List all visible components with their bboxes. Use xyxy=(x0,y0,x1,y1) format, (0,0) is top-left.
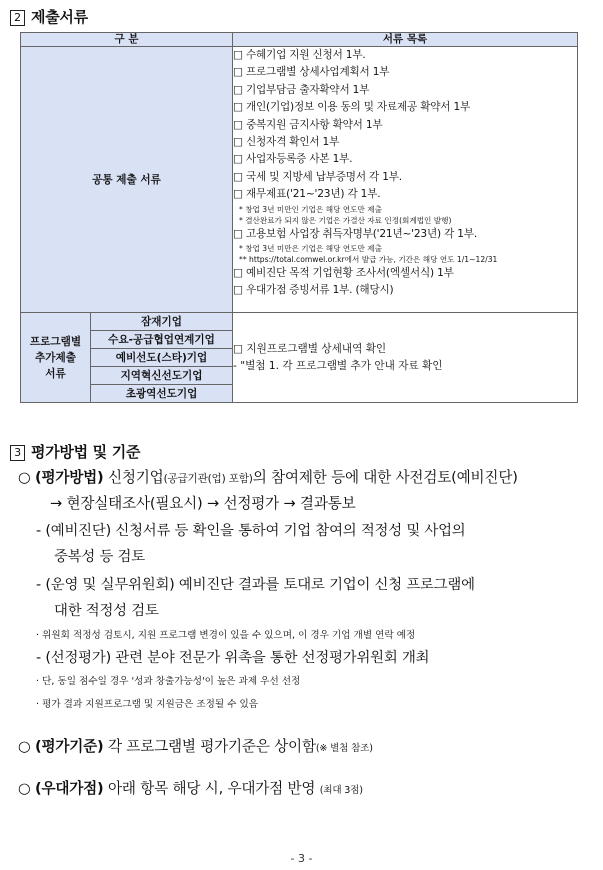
section-title-documents xyxy=(10,6,88,27)
subgroup-pre-leading: 예비선도(스타)기업 xyxy=(91,349,233,367)
common-documents-list xyxy=(233,47,578,313)
eval-method-label: (평가방법) xyxy=(35,469,104,486)
tie-note: · 단, 동일 점수일 경우 '성과 창출가능성'이 높은 과제 우선 선정 xyxy=(36,676,301,687)
document-item: □ 고용보험 사업장 취득자명부('21년~'23년) 각 1부. xyxy=(233,227,478,240)
document-item: □ 개인(기업)정보 이용 동의 및 자료제공 확약서 1부 xyxy=(233,101,471,114)
header-category: 구 분 xyxy=(21,33,233,47)
documents-table xyxy=(20,32,578,403)
committee-line: - (운영 및 실무위원회) 예비진단 결과를 토대로 기업이 신청 프로그램에 xyxy=(36,577,475,593)
section-number-box: 3 xyxy=(10,445,25,461)
document-item: □ 프로그램별 상세사업계획서 1부 xyxy=(233,66,390,79)
eval-method-text: 신청기업 xyxy=(103,469,164,486)
eval-method-line xyxy=(18,466,603,487)
extra-item: □ 지원프로그램별 상세내역 확인 xyxy=(233,342,387,355)
subgroup-potential: 잠재기업 xyxy=(91,313,233,331)
bullet: ○ xyxy=(18,780,31,797)
selection-line: - (선정평가) 관련 분야 전문가 위촉을 통한 선정평가위원회 개최 xyxy=(36,650,430,666)
document-item: □ 신청자격 확인서 1부 xyxy=(233,136,340,149)
criteria-text: 각 프로그램별 평가기준은 상이함 xyxy=(103,738,316,755)
bonus-note: (최대 3점) xyxy=(319,785,363,796)
program-extra-documents-label xyxy=(21,313,91,403)
document-item: □ 기업부담금 출자확약서 1부 xyxy=(233,83,370,96)
committee-line-cont: 대한 적정성 검토 xyxy=(54,603,159,619)
committee-note: · 위원회 적정성 검토시, 지원 프로그램 변경이 있을 수 있으며, 이 경우 기업 개별 연락 예정 xyxy=(36,630,416,641)
document-item: □ 중복지원 금지사항 확약서 1부 xyxy=(233,118,383,131)
document-footnote: * 결산완료가 되지 않은 기업은 가결산 자료 인정(회계법인 발행) xyxy=(239,215,452,225)
document-item: □ 예비진단 목적 기업현황 조사서(엑셀서식) 1부 xyxy=(233,267,454,280)
document-item: □ 재무제표('21~'23년) 각 1부. xyxy=(233,188,381,201)
section-title-evaluation xyxy=(10,441,140,462)
bonus-text: 아래 항목 해당 시, 우대가점 반영 xyxy=(103,780,320,797)
document-item: □ 사업자등록증 사본 1부. xyxy=(233,153,353,166)
document-item: □ 수혜기업 지원 신청서 1부. xyxy=(233,49,366,61)
section-title-text: 평가방법 및 기준 xyxy=(31,443,141,461)
prelim-line: - (예비진단) 신청서류 등 확인을 통하여 기업 참여의 적정성 및 사업의 xyxy=(36,523,466,539)
header-document-list: 서류 목록 xyxy=(233,33,578,47)
document-item: □ 국세 및 지방세 납부증명서 각 1부. xyxy=(233,170,402,183)
document-footnote: * 창업 3년 미만은 기업은 해당 연도만 제출 xyxy=(239,244,382,254)
document-footnote: * 창업 3년 미만인 기업은 해당 연도만 제출 xyxy=(239,204,382,214)
eval-method-flow: → 현장실태조사(필요시) → 선정평가 → 결과통보 xyxy=(50,495,356,512)
bonus-label: (우대가점) xyxy=(35,780,104,797)
extra-item: - "별첨 1. 각 프로그램별 추가 안내 자료 확인 xyxy=(233,359,443,372)
group-label-line: 서류 xyxy=(45,367,66,380)
program-extra-documents-list xyxy=(233,313,578,403)
bonus-line xyxy=(18,777,603,798)
section-number-box: 2 xyxy=(10,10,25,26)
prelim-line-cont: 중복성 등 검토 xyxy=(54,549,145,565)
section-title-text: 제출서류 xyxy=(31,8,88,26)
subgroup-regional-innovation: 지역혁신선도기업 xyxy=(91,367,233,385)
common-documents-label: 공통 제출 서류 xyxy=(21,47,233,313)
adjust-note: · 평가 결과 지원프로그램 및 지원금은 조정될 수 있음 xyxy=(36,699,259,710)
document-footnote: ** https://total.comwel.or.kr에서 발급 가능, 기간은 해당 연도 1/1~12/31 xyxy=(239,255,498,265)
eval-method-note: (공급기관(업) 포함) xyxy=(163,473,253,485)
subgroup-demand-supply: 수요-공급협업연계기업 xyxy=(91,331,233,349)
page-number: - 3 - xyxy=(290,852,313,865)
group-label-line: 프로그램별 xyxy=(29,335,82,348)
criteria-line xyxy=(18,735,603,756)
criteria-note: (※ 별첨 참조) xyxy=(315,743,373,754)
bullet: ○ xyxy=(18,469,31,486)
group-label-line: 추가제출 xyxy=(35,351,76,364)
criteria-label: (평가기준) xyxy=(35,738,104,755)
document-item: □ 우대가점 증빙서류 1부. (해당시) xyxy=(233,284,394,297)
bullet: ○ xyxy=(18,738,31,755)
subgroup-super-regional: 초광역선도기업 xyxy=(91,385,233,403)
eval-method-text: 의 참여제한 등에 대한 사전검토(예비진단) xyxy=(252,469,518,486)
